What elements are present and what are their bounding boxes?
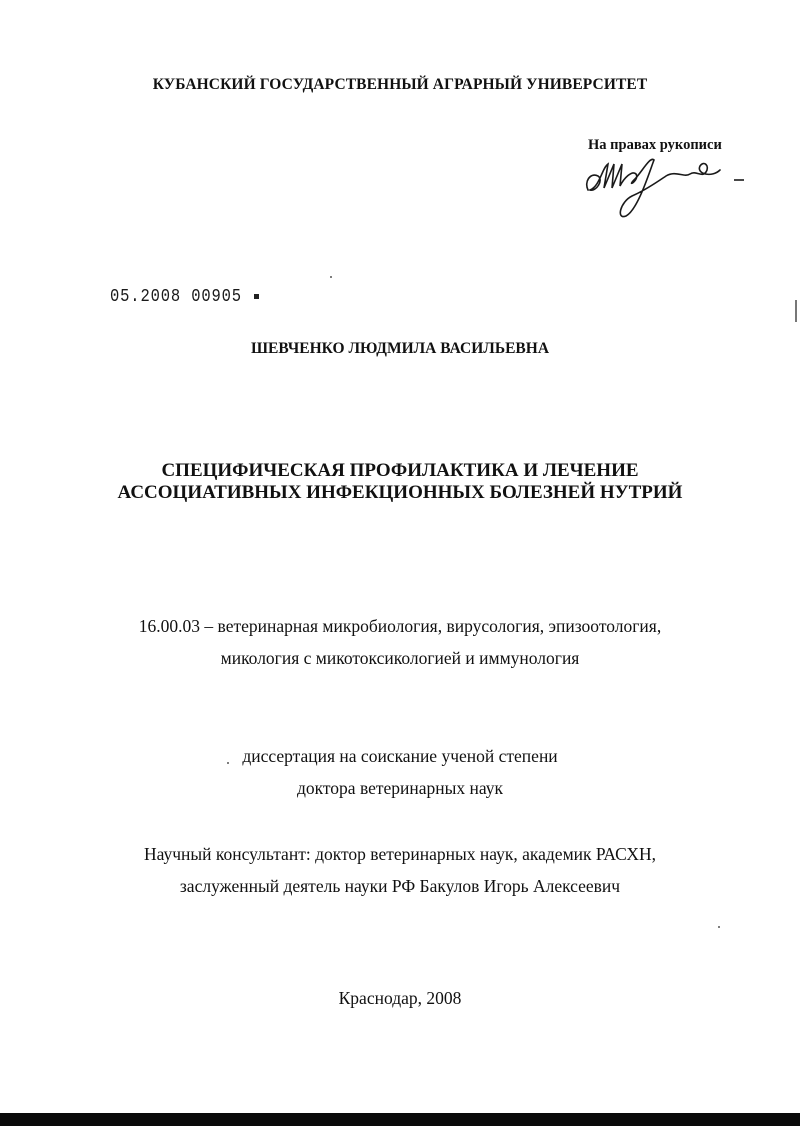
scan-bottom-bar	[0, 1113, 800, 1126]
university-name: КУБАНСКИЙ ГОСУДАРСТВЕННЫЙ АГРАРНЫЙ УНИВЕРСИТЕТ	[152, 76, 648, 93]
scan-speck	[330, 276, 332, 278]
place-and-year: Краснодар, 2008	[338, 988, 462, 1008]
specialty-line-1: 16.00.03 – ветеринарная микробиология, вирусология, эпизоотология,	[138, 616, 662, 636]
dissertation-title	[0, 460, 800, 504]
author-name: ШЕВЧЕНКО ЛЮДМИЛА ВАСИЛЬЕВНА	[250, 340, 550, 357]
consultant-line-2: заслуженный деятель науки РФ Бакулов Игорь Алексеевич	[179, 876, 621, 896]
title-line-1: СПЕЦИФИЧЕСКАЯ ПРОФИЛАКТИКА И ЛЕЧЕНИЕ	[161, 460, 639, 481]
degree-line-1: диссертация на соискание ученой степени	[242, 746, 558, 766]
specialty-block	[0, 610, 800, 674]
scan-edge-mark	[795, 300, 797, 322]
scan-speck	[227, 762, 229, 764]
consultant-block	[0, 838, 800, 902]
title-line-2: АССОЦИАТИВНЫХ ИНФЕКЦИОННЫХ БОЛЕЗНЕЙ НУТРИЙ	[117, 482, 683, 503]
consultant-line-1: Научный консультант: доктор ветеринарных наук, академик РАСХН,	[143, 844, 657, 864]
rights-note: На правах рукописи	[588, 137, 722, 153]
registration-stamp-code: 05.2008 00905	[110, 287, 242, 307]
degree-line-2: доктора ветеринарных наук	[296, 778, 504, 798]
stamp-mark	[254, 294, 259, 299]
scan-speck	[718, 926, 720, 928]
specialty-line-2: микология с микотоксикологией и иммунология	[220, 648, 580, 668]
handwritten-signature	[580, 150, 760, 230]
degree-block	[0, 740, 800, 804]
